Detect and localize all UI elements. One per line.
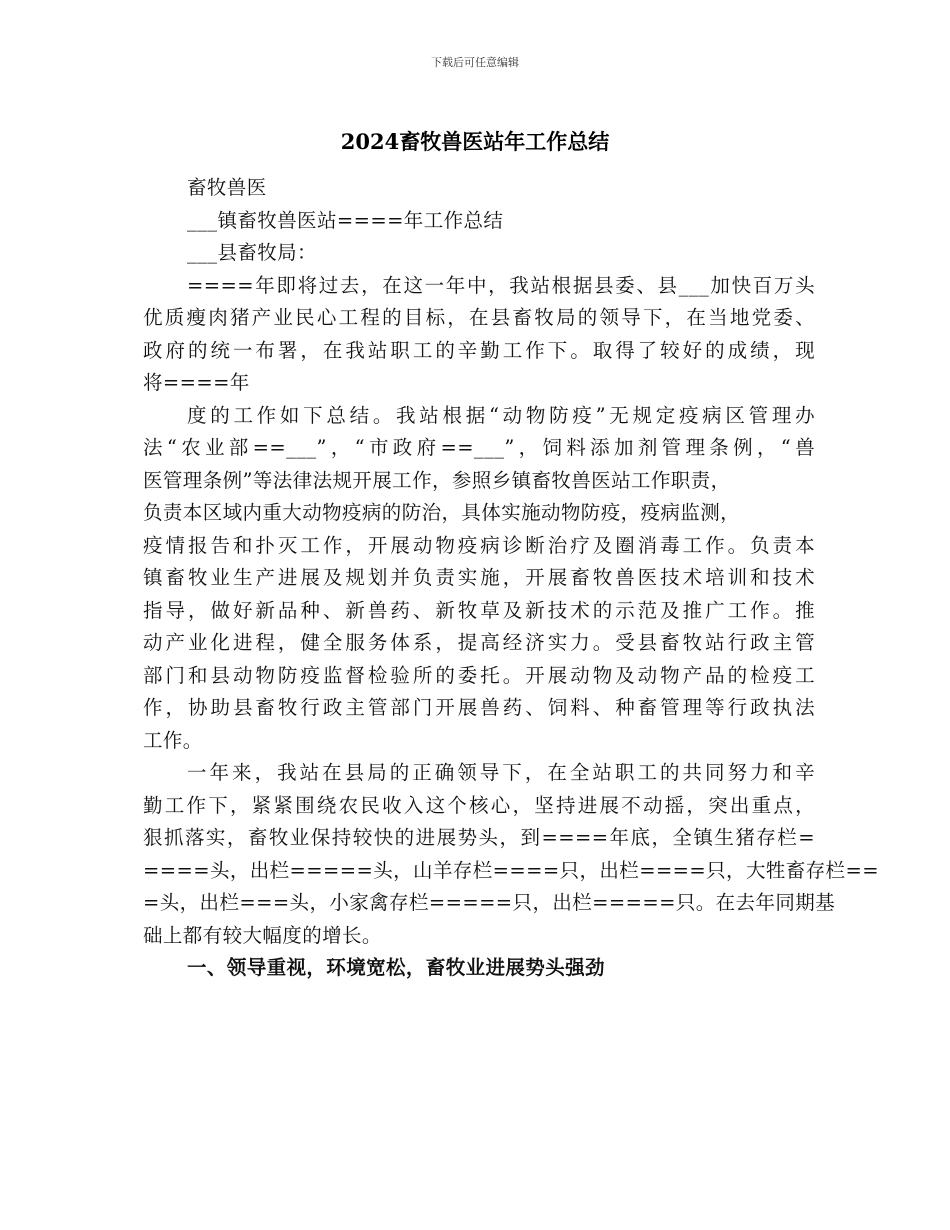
header-note: 下载后可任意编辑 (431, 56, 519, 69)
body-line: 医管理条例”等法律法规开展工作，参照乡镇畜牧兽医站工作职责， (143, 468, 731, 492)
body-line: 镇畜牧业生产进展及规划并负责实施，开展畜牧兽医技术培训和技术 (143, 566, 815, 589)
body-line: 狠抓落实，畜牧业保持较快的进展势头，到====年底，全镇生猪存栏= (143, 826, 815, 849)
body-line: ___镇畜牧兽医站====年工作总结 (187, 208, 504, 232)
body-line: ====头，出栏=====头，山羊存栏====只，出栏====只，大牲畜存栏== (143, 858, 879, 882)
body-line: =头，出栏===头，小家禽存栏=====只，出栏=====只。在去年同期基 (143, 891, 836, 914)
body-line: 政府的统一布署，在我站职工的辛勤工作下。取得了较好的成绩，现 (143, 338, 815, 362)
body-line: ___县畜牧局： (187, 241, 317, 264)
body-line: 负责本区域内重大动物疫病的防治，具体实施动物防疫，疫病监测， (143, 501, 741, 524)
document-body (143, 172, 879, 985)
body-line: 指导，做好新品种、新兽药、新牧草及新技术的示范及推广工作。推 (143, 598, 815, 622)
body-line: ====年即将过去，在这一年中，我站根据县委、县___加快百万头 (187, 273, 815, 297)
body-line: 畜牧兽医 (187, 176, 267, 199)
body-line: 疫情报告和扑灭工作，开展动物疫病诊断治疗及圈消毒工作。负责本 (143, 533, 815, 557)
body-line: 部门和县动物防疫监督检验所的委托。开展动物及动物产品的检疫工 (143, 663, 815, 687)
body-line: 优质瘦肉猪产业民心工程的目标，在县畜牧局的领导下，在当地党委、 (143, 306, 815, 329)
body-line: 动产业化进程，健全服务体系，提高经济实力。受县畜牧站行政主管 (143, 631, 815, 654)
document-title: 2024畜牧兽医站年工作总结 (340, 129, 610, 154)
body-line: 度的工作如下总结。我站根据“动物防疫”无规定疫病区管理办 (187, 403, 815, 427)
body-line: 作，协助县畜牧行政主管部门开展兽药、饲料、种畜管理等行政执法 (143, 696, 815, 719)
body-line: 工作。 (143, 728, 203, 752)
body-line: 将====年 (143, 371, 250, 394)
body-line: 法“农业部==___”，“市政府==___”，饲料添加剂管理条例，“兽 (143, 436, 815, 459)
body-line: 一年来，我站在县局的正确领导下，在全站职工的共同努力和辛 (187, 761, 815, 784)
body-line: 勤工作下，紧紧围绕农民收入这个核心，坚持进展不动摇，突出重点， (143, 793, 815, 817)
body-line: 础上都有较大幅度的增长。 (143, 923, 382, 947)
section-heading: 一、领导重视，环境宽松，畜牧业进展势头强劲 (187, 956, 605, 979)
